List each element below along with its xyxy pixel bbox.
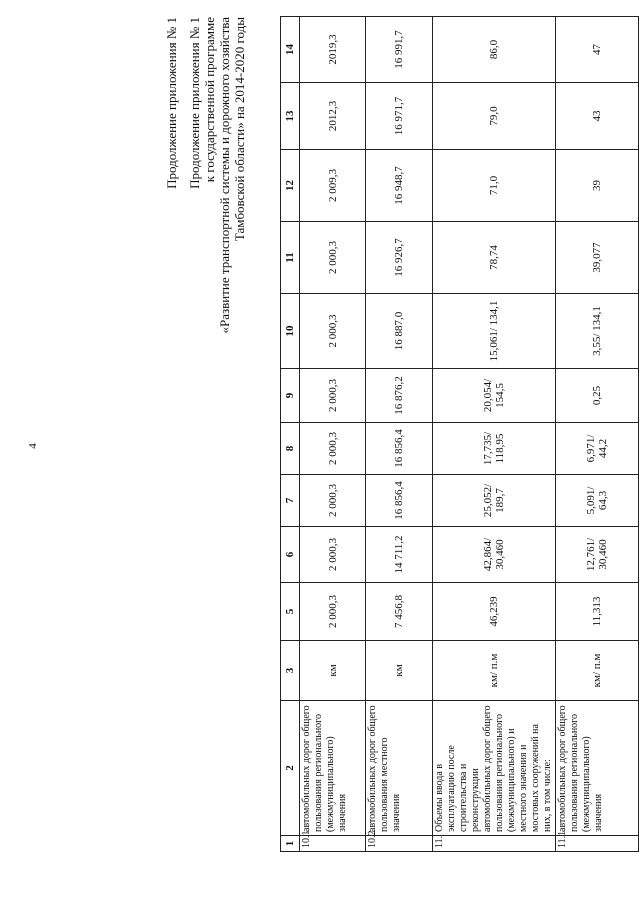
column-header: 5 [281, 583, 300, 641]
column-header: 1 [281, 836, 300, 852]
value-cell: 15,061/ 134,1 [433, 294, 556, 369]
value-cell: 16 971,7 [366, 83, 433, 150]
appendix-title: Продолжение приложения № 1 [187, 17, 202, 189]
value-cell: 2 000,3 [300, 583, 366, 641]
value-cell: 71,0 [433, 150, 556, 222]
value-cell: 2 009,3 [300, 150, 366, 222]
value-cell: 2 000,3 [300, 294, 366, 369]
column-header: 9 [281, 369, 300, 423]
value-cell: 2 000,3 [300, 222, 366, 294]
row-number: 11.1 [556, 836, 639, 852]
indicator-name: автомобильных дорог общего пользования местного значения [366, 701, 433, 836]
table-row [556, 17, 639, 852]
value-cell: 42,864/ 30,460 [433, 527, 556, 583]
value-cell: 16 887,0 [366, 294, 433, 369]
value-cell: 2012,3 [300, 83, 366, 150]
value-cell: 11,313 [556, 583, 639, 641]
appendix-subtitle: к государственной программе [202, 17, 217, 183]
unit-cell: км [300, 641, 366, 701]
table-header-row [281, 17, 300, 852]
value-cell: 39,077 [556, 222, 639, 294]
table-row [300, 17, 366, 852]
column-header: 12 [281, 150, 300, 222]
value-cell: 7 456,8 [366, 583, 433, 641]
value-cell: 43 [556, 83, 639, 150]
column-header: 14 [281, 17, 300, 83]
value-cell: 3,55/ 134,1 [556, 294, 639, 369]
value-cell: 17,735/ 118,95 [433, 423, 556, 475]
column-header: 10 [281, 294, 300, 369]
table-row [366, 17, 433, 852]
indicator-name: автомобильных дорог общего пользования регионального (межмуниципального) значения [556, 701, 639, 836]
value-cell: 14 711,2 [366, 527, 433, 583]
value-cell: 16 876,2 [366, 369, 433, 423]
value-cell: 78,74 [433, 222, 556, 294]
value-cell: 6,971/ 44,2 [556, 423, 639, 475]
value-cell: 39 [556, 150, 639, 222]
unit-cell: км/ п.м [433, 641, 556, 701]
value-cell: 16 856,4 [366, 423, 433, 475]
column-header: 2 [281, 701, 300, 836]
column-header: 3 [281, 641, 300, 701]
value-cell: 2 000,3 [300, 369, 366, 423]
indicators-table [280, 16, 639, 852]
appendix-header [150, 17, 280, 852]
value-cell: 16 926,7 [366, 222, 433, 294]
value-cell: 46,239 [433, 583, 556, 641]
value-cell: 16 856,4 [366, 475, 433, 527]
value-cell: 79,0 [433, 83, 556, 150]
unit-cell: км [366, 641, 433, 701]
column-header: 7 [281, 475, 300, 527]
indicator-name: автомобильных дорог общего пользования регионального (межмуниципального) значения [300, 701, 366, 836]
column-header: 11 [281, 222, 300, 294]
value-cell: 5,091/ 64,3 [556, 475, 639, 527]
value-cell: 16 948,7 [366, 150, 433, 222]
value-cell: 2 000,3 [300, 423, 366, 475]
value-cell: 2 000,3 [300, 475, 366, 527]
value-cell: 0,25 [556, 369, 639, 423]
column-header: 13 [281, 83, 300, 150]
page-number: 4 [26, 443, 39, 449]
column-header: 6 [281, 527, 300, 583]
row-number: 10.1 [300, 836, 366, 852]
value-cell: 2 000,3 [300, 527, 366, 583]
value-cell: 47 [556, 17, 639, 83]
value-cell: 12,761/ 30,460 [556, 527, 639, 583]
value-cell: 16 991,7 [366, 17, 433, 83]
continued-label: Продолжение приложения № 1 [164, 17, 179, 189]
value-cell: 86,0 [433, 17, 556, 83]
indicator-name: Объемы ввода в эксплуатацию после строительства и реконструкции автомобильных дорог общего пользования регионального (межмуниципального) и местного значения и мостовых сооружений на них, в том числе: [433, 701, 556, 836]
value-cell: 25,052/ 189,7 [433, 475, 556, 527]
column-header: 8 [281, 423, 300, 475]
value-cell: 20,054/ 154,5 [433, 369, 556, 423]
table-row [433, 17, 556, 852]
program-region-years: Тамбовской области» на 2014-2020 годы [232, 17, 247, 242]
program-name: «Развитие транспортной системы и дорожного хозяйства [217, 17, 232, 334]
rotated-document [150, 17, 640, 852]
row-number: 11. [433, 836, 556, 852]
unit-cell: км/ п.м [556, 641, 639, 701]
value-cell: 2019,3 [300, 17, 366, 83]
row-number: 10.2 [366, 836, 433, 852]
